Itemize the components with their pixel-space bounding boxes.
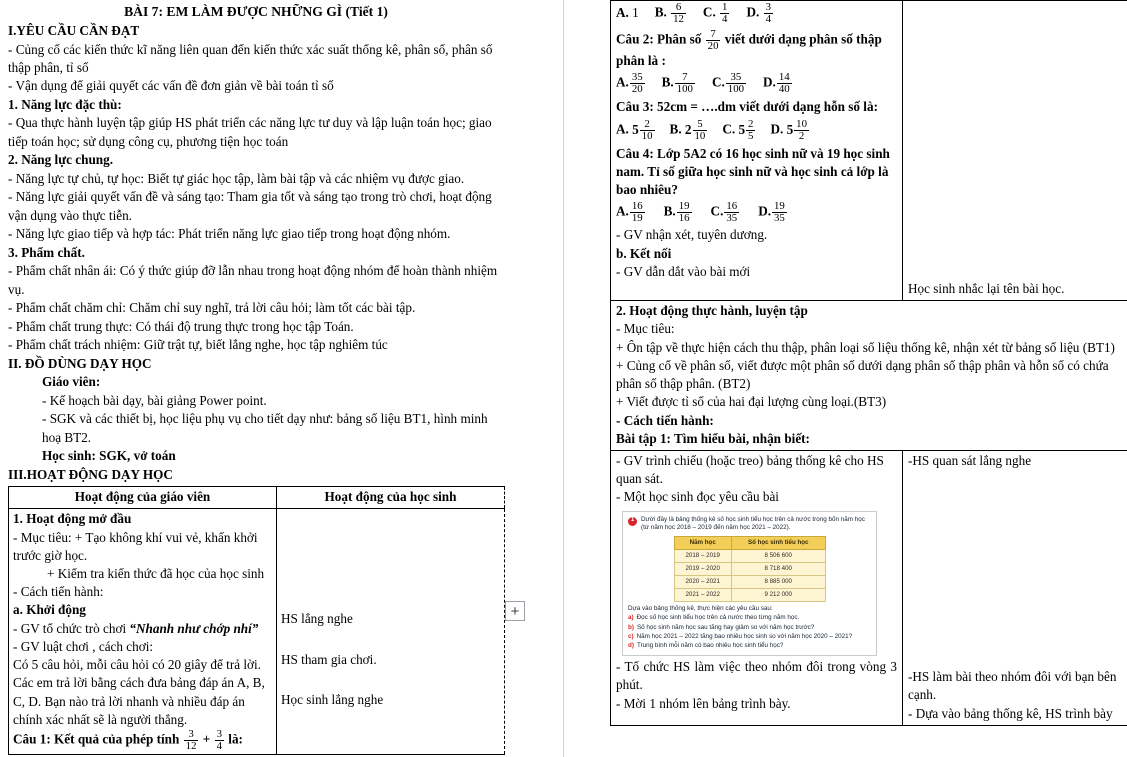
exercise-number-badge: 1 [628,517,637,526]
fraction-7-20: $\frac{7}{20}$ [707,28,719,53]
pham-chat-1: - Phẩm chất nhân ái: Có ý thức giúp đỡ lẫn nhau trong hoạt động nhóm để hoàn thành nhiệm vụ. [8,263,498,297]
answer-b: B. $\frac{7}{100}$ [661,71,693,96]
heading-nang-luc-dac-thu: 1. Năng lực đặc thù: [8,96,122,112]
student-cell-quiz [903,1,1127,301]
figure-cell-count: 8 718 400 [731,563,825,576]
cau-2-question [616,29,897,70]
hd1-luat-choi: - GV luật chơi , cách chơi: [13,638,154,654]
hd2-mt-1: + Ôn tập về thực hiện cách thu thập, phân loại số liệu thống kê, nhận xét từ bảng số liệu (BT1) [616,339,1115,355]
yc-line-2: - Vận dụng để giải quyết các vấn đề đơn giản về bài toán tỉ số [8,78,334,94]
statistics-figure [622,511,877,657]
bai1-hs-3: - Dựa vào bảng thống kê, HS trình bày [908,705,1113,721]
tro-choi-name: “Nhanh như chớp nhí” [129,620,259,636]
bai-tap-1-rest: Tìm hiểu bài, nhận biết: [670,430,810,446]
answer-c: C. 5 $\frac{2}{5}$ [722,117,754,142]
hd1-cach-tien-hanh: - Cách tiến hành: [13,584,104,600]
answer-d: D. $\frac{19}{35}$ [758,200,785,225]
nang-luc-chung-2: - Năng lực giải quyết vấn đề và sáng tạo: Tham gia tốt và sáng tạo trong trò chơi, hoạt động vận dụng vào thực tiễn. [8,189,492,223]
figure-prompt: Dựa vào bảng thống kê, thực hiện các yêu cầu sau: [628,605,773,613]
answer-b: B. 2 $\frac{5}{10}$ [669,117,706,142]
cau-4-answers [616,201,897,224]
gv-item-1: - Kế hoạch bài dạy, bài giảng Power point. [42,392,267,408]
bai1-gv-4: - Mời 1 nhóm lên bảng trình bày. [616,695,791,711]
answer-d: D. $\frac{3}{4}$ [746,1,771,26]
heading-hoat-dong-day-hoc: III.HOẠT ĐỘNG DẠY HỌC [8,466,173,482]
gv-item-2: - SGK và các thiết bị, học liệu phụ vụ cho tiết dạy như: bảng số liệu BT1, hình minh hoạ BT2. [42,411,488,445]
teacher-cell-activity-1 [9,509,277,755]
table-row [611,450,1127,725]
heading-nang-luc-chung: 2. Năng lực chung. [8,152,114,168]
figure-header-row [674,536,825,549]
pham-chat-4: - Phẩm chất trách nhiệm: Giữ trật tự, biết lắng nghe, học tập nghiêm túc [8,337,388,353]
yc-line-1: - Củng cố các kiến thức kĩ năng liên quan đến kiến thức xác suất thống kê, phân số, phân số thập phân, tỉ số [8,41,493,75]
activity-2-header-cell [611,301,1127,451]
fraction-3-4: $\frac{3}{4}$ [216,727,222,753]
figure-cell-count: 8 885 000 [731,576,825,589]
nang-luc-dac-thu-text: - Qua thực hành luyện tập giúp HS phát triển các năng lực tư duy và lập luận toán học; giao tiếp toán học; sử dụng công cụ, phương tiện học toán [8,115,492,149]
table-row [9,509,505,755]
figure-questions [628,605,871,650]
figure-question: c) Năm học 2021 – 2022 tăng bao nhiêu học sinh so với năm học 2020 – 2021? [628,632,853,640]
left-activity-table [8,486,505,755]
answer-c: C. $\frac{35}{100}$ [711,71,744,96]
bai1-hs-1: -HS quan sát lắng nghe [908,452,1032,468]
column-header-teacher: Hoạt động của giáo viên [9,487,277,509]
cau-1-operator: + [202,731,211,747]
answer-a: A. $\frac{35}{20}$ [616,71,643,96]
pham-chat-3: - Phẩm chất trung thực: Có thái độ trung thực trong học tập Toán. [8,318,354,334]
cau-4-question: Câu 4: Lớp 5A2 có 16 học sinh nữ và 19 học sinh nam. Tỉ số giữa học sinh nữ và học sinh cả lớp là bao nhiêu? [616,145,890,198]
cau-3-question: Câu 3: 52cm = ….dm viết dưới dạng hỗn số là: [616,99,878,115]
hd2-muc-tieu: - Mục tiêu: [616,321,675,337]
answer-a: A. 5 $\frac{2}{10}$ [616,117,653,142]
hs-response-1: HS lắng nghe [281,611,353,627]
answer-c: C. $\frac{1}{4}$ [702,1,728,26]
answer-b: B. $\frac{19}{16}$ [663,200,690,225]
nang-luc-chung-1: - Năng lực tự chủ, tự học: Biết tự giác học tập, làm bài tập và các nhiệm vụ được giao. [8,170,465,186]
figure-row [674,589,825,602]
table-header-row [9,487,505,509]
figure-cell-count: 8 506 600 [731,550,825,563]
figure-caption: Dưới đây là bảng thống kê số học sinh tiểu học trên cả nước trong bốn năm học (từ năm học 2018 – 2019 đến năm học 2021 – 2022). [641,515,865,531]
bai1-gv-2: - Một học sinh đọc yêu cầu bài [616,489,779,505]
figure-cell-count: 9 212 000 [731,589,825,602]
answer-a: A. 1 [616,5,639,21]
figure-row [674,576,825,589]
hs-response-2: HS tham gia chơi. [281,651,377,667]
column-header-student: Hoạt động của học sinh [277,487,505,509]
hd2-cach-tien-hanh: - Cách tiến hành: [616,412,714,428]
figure-cell-year: 2020 – 2021 [674,576,731,589]
page-title: BÀI 7: EM LÀM ĐƯỢC NHỮNG GÌ (Tiết 1) [124,4,388,19]
figure-cell-year: 2018 – 2019 [674,550,731,563]
hs-nhac-lai: Học sinh nhắc lại tên bài học. [908,281,1065,296]
figure-col-year: Năm học [674,536,731,549]
cau-2-answers [616,72,897,95]
right-activity-table [610,0,1127,726]
hd1-title: 1. Hoạt động mở đầu [13,511,132,527]
pham-chat-2: - Phẩm chất chăm chỉ: Chăm chỉ suy nghĩ, trả lời câu hỏi; làm tốt các bài tập. [8,300,416,316]
table-row [611,301,1127,451]
cau-1-label: Câu 1: Kết quả của phép tính [13,731,180,747]
insert-row-plus-button[interactable] [505,601,525,621]
answer-d: D. $\frac{14}{40}$ [763,71,790,96]
figure-data-table [674,536,826,602]
teacher-cell-bai-1 [611,450,903,725]
hd2-title: 2. Hoạt động thực hành, luyện tập [616,303,808,319]
answer-c: C. $\frac{16}{35}$ [710,200,738,225]
student-cell-activity-1 [277,509,505,755]
table-row [611,1,1127,301]
hd2-mt-3: + Viết được tỉ số của hai đại lượng cùng loại.(BT3) [616,394,887,410]
answer-a: A. $\frac{16}{19}$ [616,200,643,225]
tro-choi-prefix: - GV tổ chức trò chơi [13,620,130,636]
hd1-muctieu: - Mục tiêu: + Tạo không khí vui vẻ, khấn khởi trước giờ học. [13,529,258,563]
student-cell-bai-1 [903,450,1127,725]
figure-question: d) Trung bình mỗi năm có bao nhiêu học sinh tiểu học? [628,641,784,649]
hs-response-3: Học sinh lắng nghe [281,691,384,707]
bai1-gv-1: - GV trình chiếu (hoặc treo) bảng thống kê cho HS quan sát. [616,452,884,487]
figure-cell-year: 2021 – 2022 [674,589,731,602]
hd1-muctieu-2: + Kiểm tra kiến thức đã học của học sinh [47,566,265,582]
answer-d: D. 5 $\frac{10}{2}$ [770,117,807,142]
heading-giao-vien: Giáo viên: [42,374,101,390]
heading-yeu-cau-can-dat: I.YÊU CẦU CẦN ĐẠT [8,23,140,39]
hd2-mt-2: + Củng cố về phân số, viết được một phân số dưới dạng phân số thập phân và hỗn số có chứa phân số thập phân. (BT2) [616,357,1109,392]
cau-1-answers [616,2,897,25]
cau-2-text: viết dưới dạng phân số thập phân là : [616,31,882,69]
nang-luc-chung-3: - Năng lực giao tiếp và hợp tác: Phát triển năng lực giao tiếp trong hoạt động nhóm. [8,226,451,242]
figure-col-students: Số học sinh tiểu học [731,536,825,549]
left-page-column [0,0,512,757]
hd1-khoi-dong: a. Khởi động [13,602,86,618]
cau-2-label: Câu 2: Phân số [616,31,702,47]
cau-1-suffix: là: [228,731,243,747]
hd1-tro-choi [13,620,272,638]
plus-icon: + [510,602,520,620]
hd1-luat-choi-detail: Có 5 câu hỏi, mỗi câu hỏi có 20 giây để trả lời. Các em trả lời bằng cách đưa bảng đáp án A, B, C, D. Bạn nào trả lời nhanh và nhiều đáp án chính xác nhất sẽ là người thắng. [13,657,265,727]
answer-b: B. $\frac{6}{12}$ [654,1,684,26]
bai-tap-1-label: Bài tập 1: [616,430,671,446]
heading-hoc-sinh: Học sinh: SGK, vở toán [42,448,176,464]
figure-cell-year: 2019 – 2020 [674,563,731,576]
figure-question: b) Số học sinh năm học sau tăng hay giảm so với năm học trước? [628,623,815,631]
bai-tap-1-title [616,430,1122,448]
gv-dan-dat: - GV dẫn dắt vào bài mới [616,263,751,279]
figure-question: a) Đọc số học sinh tiểu học trên cả nước theo từng năm học. [628,614,800,622]
teacher-cell-quiz [611,1,903,301]
bai1-hs-2: -HS làm bài theo nhóm đôi với bạn bên cạnh. [908,669,1117,703]
b-ket-noi: b. Kết nối [616,245,672,261]
fraction-3-12: $\frac{3}{12}$ [185,727,197,753]
heading-pham-chat: 3. Phẩm chất. [8,244,85,260]
gv-nhan-xet: - GV nhận xét, tuyên dương. [616,227,768,243]
bai1-gv-3: - Tổ chức HS làm việc theo nhóm đôi trong vòng 3 phút. [616,659,897,693]
right-page-column [610,0,1127,757]
figure-row [674,563,825,576]
cau-1-question [13,729,272,752]
cau-3-answers [616,119,897,142]
figure-row [674,550,825,563]
page-separator [563,0,564,757]
figure-caption-row [628,516,871,532]
heading-do-dung-day-hoc: II. ĐỒ DÙNG DẠY HỌC [8,355,152,371]
